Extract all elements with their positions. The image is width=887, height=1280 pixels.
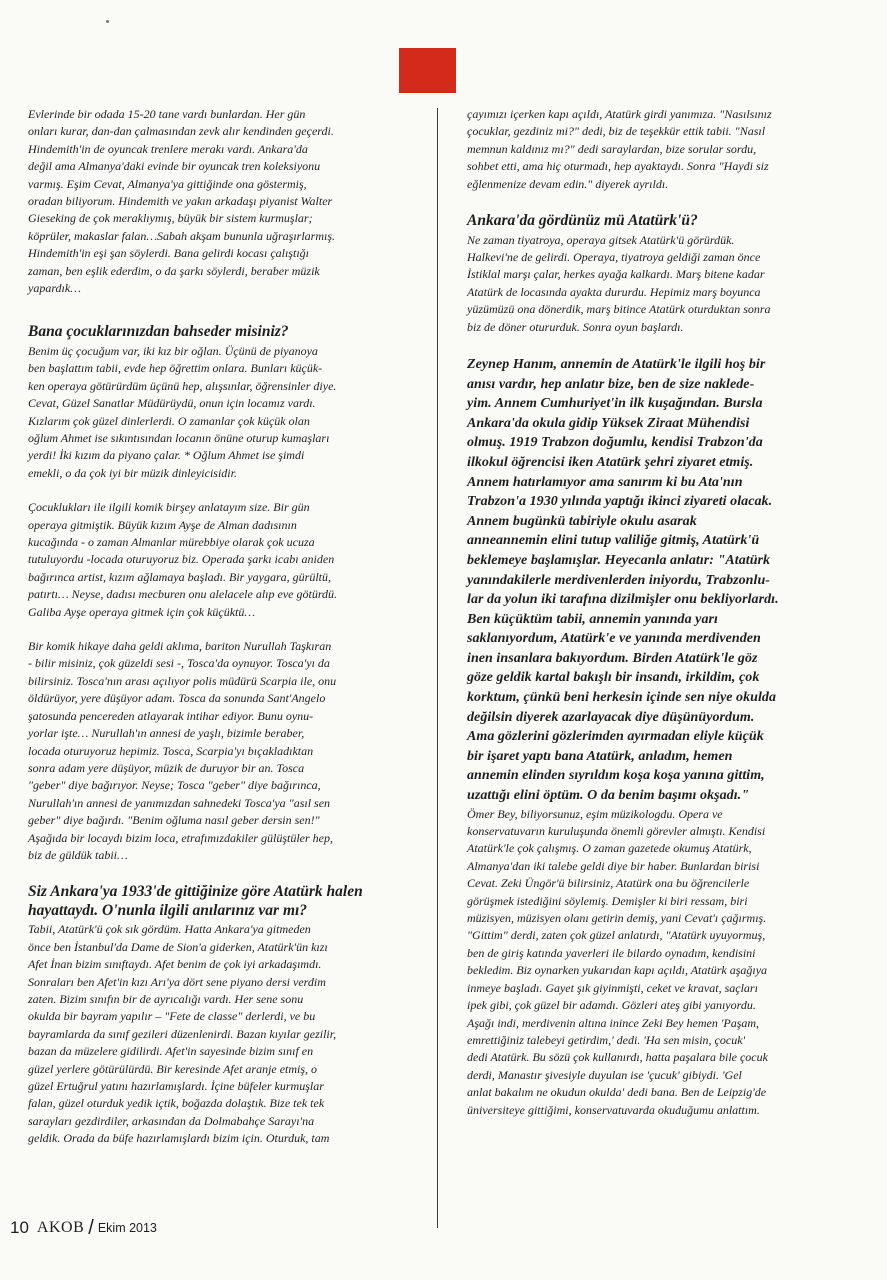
issue-date: Ekim 2013 bbox=[97, 1221, 157, 1235]
left-paragraph-4: Bir komik hikaye daha geldi aklıma, bariton Nurullah Taşkıran - bilir misiniz, çok güzeldi sesi -, Tosca'da oynuyor. Tosca'yı da bilirsiniz. Tosca'nın arası açılıyor polis müdürü Scarpia ile, onu öldürüyor, yere düşüyor adam. Tosca da sonunda Sant'Angelo şatosunda pencereden atlayarak intihar ediyor. Bunu oynu- yorlar işte… Nurullah'ın annesi de yaşlı, bizimle beraber, locada oturuyoruz hepimiz. Tosca, Scarpia'yı bıçakladıktan sonra adam yere düşüyor, müzik de duruyor bir an. Tosca "geber" diye bağırıyor. Neyse; Tosca "geber" diye bağırınca, Nurullah'ın annesi de yanımızdan sahnedeki Tosca'ya "asıl sen geber" diye bağırdı. "Benim oğluma nasıl geber dersin sen!" Aşağıda bir locaydı bizim loca, etrafımızdakiler gülüştüler hep, biz de güldük tabii… bbox=[28, 639, 337, 862]
page-number: 10 bbox=[10, 1218, 29, 1237]
right-paragraph-2: Ne zaman tiyatroya, operaya gitsek Atatürk'ü görürdük. Halkevi'ne de gelirdi. Operaya, tiyatroya geldiği zaman önce İstiklal marşı çalar, herkes ayağa kalkardı. Marş bitene kadar Atatürk de locasında ayakta dururdu. Hepimiz marş boyunca yüzümüzü ona dönerdik, marş bitince Atatürk oturduktan sonra biz de döner otururduk. Sonra oyun başlardı. bbox=[467, 232, 771, 334]
right-paragraph-1: çayımızı içerken kapı açıldı, Atatürk girdi yanımıza. "Nasılsınız çocuklar, gezdiniz mi?" dedi, biz de teşekkür ettik tabii. "Nasıl memnun kaldınız mı?" dedi saraylardan, bize sorular sordu, sohbet etti, ama hiç oturmadı, hep ayaktaydı. Sonra "Haydi siz eğlenmenize devam edin." diyerek ayrıldı. bbox=[467, 107, 772, 191]
lead-story-bold: Zeynep Hanım, annemin de Atatürk'le ilgili hoş bir anısı vardır, hep anlatır bize, ben de size naklede- yim. Annem Cumhuriyet'in ilk kuşağından. Bursla Ankara'da okula gidip Yüksek Ziraat Mühendisi olmuş. 1919 Trabzon doğumlu, kendisi Trabzon'da ilkokul öğrencisi iken Atatürk şehri ziyaret etmiş. Annem hatırlamıyor ama sanırım ki bu Ata'nın Trabzon'a 1930 yılında yaptığı ikinci ziyareti olacak. Annem bugünkü tabiriyle okulu asarak anneannemin elini tutup valiliğe gitmiş, Atatürk'ü beklemeye başlamışlar. Heyecanla anlatır: "Atatürk yanındakilerle merdivenlerden iniyordu, Trabzonlu- lar da yolun iki tarafına dizilmişler onu bekliyorlardı. Ben küçüktüm tabii, annemin yanında yarı saklanıyordum, Atatürk'e ve yanında merdivenden inen insanlara bakıyordum. Birden Atatürk'le göz göze geldik kartal bakışlı bir insandı, irkildim, çok korktum, çünkü beni herkesin içinde sen niye okulda değilsin diyerek azarlayacak diye düşünüyordum. Ama gözlerini gözlerimden ayırmadan eliyle küçük bir işaret yaptı bana Atatürk, anladım, hemen annemin elinden sıyrıldım koşa koşa yanına gittim, uzattığı elini öptüm. O da benim başımı okşadı." bbox=[467, 356, 779, 804]
question-children-heading: Bana çocuklarınızdan bahseder misiniz? bbox=[28, 323, 289, 341]
magazine-brand: AKOB bbox=[36, 1219, 85, 1236]
left-paragraph-2: Benim üç çocuğum var, iki kız bir oğlan. Üçünü de piyanoya ben başlattım tabii, evde hep öğrettim onlara. Bunları küçük- ken operaya götürürdüm üçünü hep, alışsınlar, öğrensinler diye. Cevat, Güzel Sanatlar Müdürüydü, onun için locamız vardı. Kızlarım çok güzel dinlerlerdi. O zamanlar çok küçük olan oğlum Ahmet ise sıkıntısından locanın önüne oturup kumaşları yerdi! İki kızım da piyano çalar. * Oğlum Ahmet ise şimdi emekli, o da çok iyi bir müzik dinleyicisidir. bbox=[28, 343, 337, 480]
speck bbox=[106, 20, 109, 23]
red-accent-tab bbox=[399, 48, 456, 93]
page-footer bbox=[10, 1216, 157, 1240]
left-column bbox=[28, 106, 418, 1161]
right-paragraph-3: Ömer Bey, biliyorsunuz, eşim müzikologdu. Opera ve konservatuvarın kuruluşunda önemli görevler almıştı. Kendisi Atatürk'le çok çalışmış. O zaman gazetede okumuş Atatürk, Almanya'dan iki talebe geldi diye bir haber. Bunlardan birisi Cevat. Zeki Üngör'ü bilirsiniz, Atatürk ona bu öğrencilerle görüşmek istediğini söylemiş. Demişler ki biri ressam, biri müzisyen, müzisyen olanı getirin demiş, yani Cevat'ı çağırmış. "Gittim" derdi, zaten çok güzel anlatırdı, "Atatürk uyuyormuş, ben de giriş katında yaverleri ile bilardo oynadım, kendisini bekledim. Biz oynarken yukarıdan kapı açıldı, Atatürk aşağıya inmeye başladı. Gayet şık giyinmişti, ceket ve kravat, saçları ipek gibi, çok güzel bir adamdı. Gözleri ateş gibi yanıyordu. Aşağı indi, merdivenin altına inince Zeki Bey hemen 'Paşam, emrettiğiniz talebeyi getirdim,' dedi. 'Ha sen misin, çocuk' dedi Atatürk. Bu sözü çok kullanırdı, hatta paşalara bile çocuk derdi, Manastır şivesiyle duyulan ise 'çucuk' gibiydi. 'Gel anlat bakalım ne okudun okulda' dedi bana. Ben de Leipzig'de üniversiteye gittiğimi, konservatuvarda okuduğumu anlattım. bbox=[467, 806, 768, 1117]
left-paragraph-5: Tabii, Atatürk'ü çok sık gördüm. Hatta Ankara'ya gitmeden önce ben İstanbul'da Dame de Sion'a giderken, Atatürk'ün kızı Afet İnan bizim sınıftaydı. Afet benim de çok iyi arkadaşımdı. Sonraları ben Afet'in kızı Arı'ya dört sene piyano dersi verdim zaten. Bizim sınıfın bir de ayrıcalığı vardı. Her sene sonu okulda bir bayram yapılır – "Fete de classe" derlerdi, ve bu bayramlarda da sınıf gezileri düzenlenirdi. Bazan kıyılar gezilir, bazan da müzelere gidilirdi. Afet'in sayesinde bizim sınıf en güzel yerlere götürülürdü. Bir keresinde Afet aranje etmiş, o güzel Ertuğrul yatını hazırlamışlardı. İçine büfeler kurmuşlar falan, güzel oturduk yedik içtik, boğazda dolaştık. Bize tek tek sarayları gezdirdiler, arkasından da Dolmabahçe Sarayı'na geldik. Orada da büfe hazırlamışlardı bizim için. Oturduk, tam bbox=[28, 922, 337, 1146]
footer-separator: / bbox=[88, 1216, 94, 1239]
question-ankara-heading: Ankara'da gördünüz mü Atatürk'ü? bbox=[467, 212, 698, 230]
right-column bbox=[467, 106, 857, 1132]
left-paragraph-3: Çocuklukları ile ilgili komik birşey anlatayım size. Bir gün operaya gitmiştik. Büyük kızım Ayşe de Alman dadısının kucağında - o zaman Almanlar mürebbiye olarak çok ucuza tutuluyordu -locada oturuyoruz biz. Operada şarkı icabı aniden bağırınca artist, kızım ağlamaya başladı. Bir yaygara, gürültü, patırtı… Neyse, dadısı mecburen onu alelacele alıp eve götürdü. Galiba Ayşe operaya gitmek için çok küçüktü… bbox=[28, 500, 338, 619]
left-paragraph-1: Evlerinde bir odada 15-20 tane vardı bunlardan. Her gün onları kurar, dan-dan çalmasından zevk alır kendinden geçerdi. Hindemith'in de oyuncak trenlere merakı vardı. Ankara'da değil ama Almanya'daki evinde bir oyuncak tren koleksiyonu varmış. Eşim Cevat, Almanya'ya gittiğinde ona göstermiş, oradan biliyorum. Hindemith ve yakın arkadaşı piyanist Walter Gieseking de çok meraklıymış, büyük bir sistem kurmuşlar; köprüler, makaslar falan…Sabah akşam bununla uğraşırlarmış. Hindemith'in eşi şan söylerdi. Bana gelirdi kocası çalıştığı zaman, ben eşlik ederdim, o da şarkı söylerdi, beraber müzik yapardık… bbox=[28, 107, 336, 296]
column-divider bbox=[437, 108, 438, 1228]
question-ataturk-heading: Siz Ankara'ya 1933'de gittiğinize göre Atatürk halen hayattaydı. O'nunla ilgili anılarınız var mı? bbox=[28, 883, 363, 919]
